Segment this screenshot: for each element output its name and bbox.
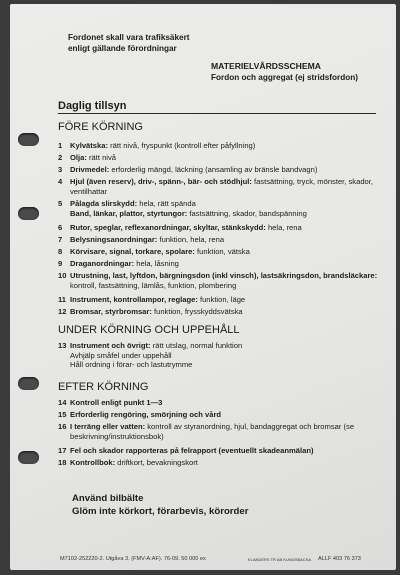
header-left-line2: enligt gällande förordningar [68, 44, 177, 53]
list-item: 16 I terräng eller vatten: kontroll av styranordning, hjul, bandaggregat och bromsar (se beskrivning/instruktionsbok) [58, 422, 355, 441]
list-item: 14 Kontroll enligt punkt 1—3 [58, 398, 163, 407]
list-item: 2 Olja: rätt nivå [58, 153, 117, 162]
section-fore: FÖRE KÖRNING [58, 121, 143, 133]
list-item: 12 Bromsar, styrbromsar: funktion, frysskyddsvätska [58, 307, 243, 316]
print-code: M7102-252220-2. Utgåva 3. (FMV-A:AF). 76-09. 50 000 ex [60, 556, 206, 562]
list-item: 10 Utrustning, last, lyftdon, bärgningsdon (inkl vinsch), lastsäkringsdon, brandsläckare: kontroll, fastsättning, lämlås, funktion, plombering [58, 271, 378, 290]
maintenance-schedule-card [10, 4, 396, 570]
list-item: 9 Draganordningar: hela, låsning [58, 259, 179, 268]
schedule-title: MATERIELVÅRDSSCHEMA [211, 61, 321, 71]
section-under: UNDER KÖRNING OCH UPPEHÅLL [58, 324, 240, 336]
list-item: 4 Hjul (även reserv), driv-, spänn-, bär- och stödhjul: fastsättning, tryck, mönster, skador, ventilhattar [58, 177, 373, 196]
list-item: 7 Belysningsanordningar: funktion, hela, rena [58, 235, 225, 244]
list-item: 8 Körvisare, signal, torkare, spolare: funktion, vätska [58, 247, 250, 256]
list-item: 6 Rutor, speglar, reflexanordningar, skyltar, stänkskydd: hela, rena [58, 223, 302, 232]
list-item: 15 Erforderlig rengöring, smörjning och vård [58, 410, 222, 419]
binder-hole [18, 133, 39, 146]
documents-reminder: Glöm inte körkort, förarbevis, körorder [72, 506, 249, 517]
binder-hole [18, 451, 39, 464]
list-item: 11 Instrument, kontrollampor, reglage: funktion, läge [58, 295, 246, 304]
daily-inspection-heading: Daglig tillsyn [58, 100, 127, 112]
schedule-subtitle: Fordon och aggregat (ej stridsfordon) [211, 73, 358, 82]
divider [58, 113, 376, 114]
seatbelt-reminder: Använd bilbälte [72, 493, 144, 504]
printer-mark: ELANDERS TR AB KUNGSBACKA [248, 557, 312, 562]
list-item: 18 Kontrollbok: driftkort, bevakningskort [58, 458, 198, 467]
list-item: 17 Fel och skador rapporteras på felrapport (eventuellt skadeanmälan) [58, 446, 314, 455]
list-item: 5 Pålagda slirskydd: hela, rätt spända Band, länkar, plattor, styrtungor: fastsättning, skador, bandspänning [58, 199, 307, 218]
binder-hole [18, 377, 39, 390]
binder-hole [18, 207, 39, 220]
list-item: 1 Kylvätska: rätt nivå, fryspunkt (kontroll efter påfyllning) [58, 141, 256, 150]
header-right [211, 60, 358, 84]
header-left-line1: Fordonet skall vara trafiksäkert [68, 33, 190, 42]
list-item: 13 Instrument och övrigt: rätt utslag, normal funktion Avhjälp småfel under uppehåll Håll ordning i förar- och lastutrymme [58, 341, 243, 370]
form-number: ALLF 403 76 373 [318, 556, 361, 562]
header-left [68, 32, 190, 54]
list-item: 3 Drivmedel: erforderlig mängd, läckning (ansamling av bränsle bandvagn) [58, 165, 318, 174]
section-efter: EFTER KÖRNING [58, 381, 149, 393]
